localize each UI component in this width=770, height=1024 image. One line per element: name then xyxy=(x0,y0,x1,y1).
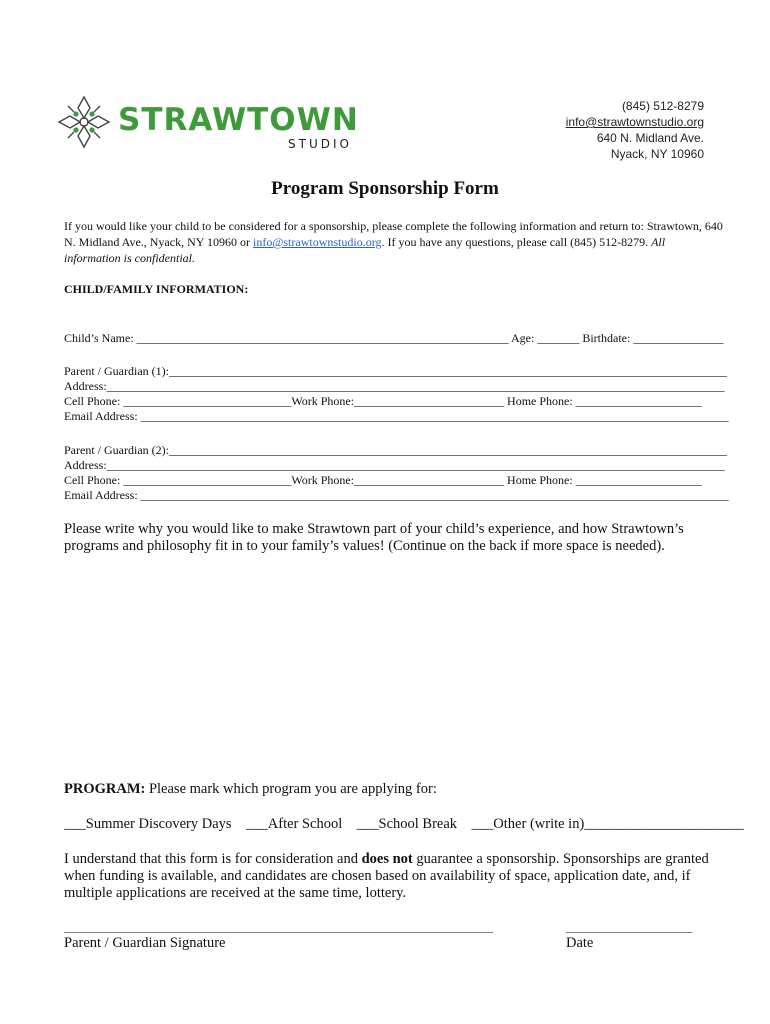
logo-wordmark: STRAWTOWN xyxy=(118,102,359,138)
signature-label: Parent / Guardian Signature xyxy=(64,935,226,951)
contact-block xyxy=(566,98,704,162)
parent1-email-field[interactable]: Email Address: __________________________________________________________________________________________________ xyxy=(64,409,729,423)
parent1-phones-row[interactable]: Cell Phone: ____________________________Work Phone:_________________________ Home Phone: _____________________ xyxy=(64,394,702,408)
contact-email-link[interactable]: info@strawtownstudio.org xyxy=(565,115,704,129)
parent2-name-field[interactable]: Parent / Guardian (2):_____________________________________________________________________________________________ xyxy=(64,443,727,457)
program-prompt-text: Please mark which program you are applying for: xyxy=(145,781,437,797)
essay-prompt: Please write why you would like to make Strawtown part of your child’s experience, and how Strawtown’s programs and philosophy fit in to your family’s values! (Continue on the back if more space is needed). xyxy=(64,521,684,554)
contact-phone: (845) 512-8279 xyxy=(621,99,704,113)
signature-line[interactable]: ______________________________________________________________________________ xyxy=(64,922,493,934)
intro-text-1: If you would like your child to be considered for a sponsorship, please complete the following information and return to: Strawtown, 640 N. Midland Ave., Nyack, NY 10960 or xyxy=(64,219,723,249)
parent1-address-field[interactable]: Address:_______________________________________________________________________________________________________ xyxy=(64,379,725,393)
disclaimer-emphasis: does not xyxy=(361,851,413,867)
parent2-email-field[interactable]: Email Address: __________________________________________________________________________________________________ xyxy=(64,488,729,502)
date-label: Date xyxy=(566,935,594,951)
parent2-phones-row[interactable]: Cell Phone: ____________________________Work Phone:_________________________ Home Phone: _____________________ xyxy=(64,473,702,487)
parent1-name-field[interactable]: Parent / Guardian (1):_____________________________________________________________________________________________ xyxy=(64,364,727,378)
disclaimer-text-2: guarantee a sponsorship. Sponsorships are granted when funding is available, and candidates are chosen based on availability of space, application date, and, if multiple applications are received at the same time, lottery. xyxy=(64,851,709,901)
intro-text-2: . If you have any questions, please call (845) 512-8279. xyxy=(381,235,652,249)
disclaimer-text-1: I understand that this form is for consideration and xyxy=(64,851,362,867)
date-line[interactable]: _______________________ xyxy=(566,922,693,934)
intro-paragraph xyxy=(64,218,724,266)
contact-city: Nyack, NY 10960 xyxy=(610,147,704,161)
contact-street: 640 N. Midland Ave. xyxy=(596,131,704,145)
program-prompt xyxy=(64,781,437,798)
disclaimer-paragraph xyxy=(64,851,714,902)
logo-compass-icon xyxy=(56,94,112,150)
parent2-address-field[interactable]: Address:_______________________________________________________________________________________________________ xyxy=(64,458,725,472)
program-label: PROGRAM: xyxy=(64,781,146,797)
logo-subtitle: STUDIO xyxy=(288,137,352,151)
child-info-row[interactable]: Child’s Name: ______________________________________________________________ Age: _______ Birthdate: _______________ xyxy=(64,331,724,345)
program-options[interactable]: ___Summer Discovery Days ___After School ___School Break ___Other (write in)______________________ xyxy=(64,816,744,832)
intro-email-link[interactable]: info@strawtownstudio.org xyxy=(252,235,382,249)
section-heading: CHILD/FAMILY INFORMATION: xyxy=(64,282,249,296)
page-title: Program Sponsorship Form xyxy=(271,178,499,199)
intro-confidential: All information is confidential. xyxy=(64,235,666,265)
